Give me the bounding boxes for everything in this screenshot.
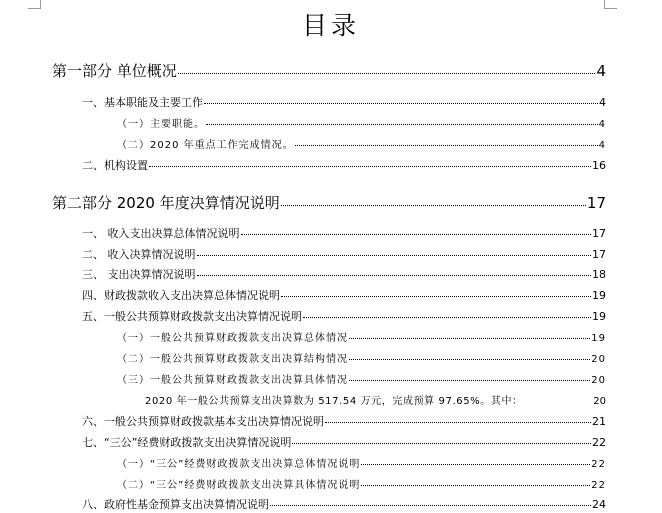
- toc-entry-text: 一、基本职能及主要工作: [82, 96, 203, 109]
- toc-entry-text: （二）一般公共预算财政拨款支出决算结构情况: [117, 354, 348, 365]
- toc-entry-text: （一）一般公共预算财政拨款支出决算总体情况: [117, 333, 348, 344]
- toc-entry-text: （二）2020 年重点工作完成情况。: [117, 140, 294, 151]
- toc-entry[interactable]: [82, 308, 606, 324]
- toc-title: 目录: [301, 11, 360, 40]
- toc-entry[interactable]: [117, 115, 606, 130]
- toc-leader: [281, 295, 591, 297]
- toc-leader: [149, 165, 591, 167]
- toc-page-number: 17: [586, 194, 606, 212]
- toc-page-number: 22: [592, 436, 606, 449]
- toc-leader: [325, 421, 591, 423]
- toc-leader: [361, 484, 590, 486]
- toc-entry-part1[interactable]: [52, 60, 606, 81]
- toc-leader: [204, 102, 598, 104]
- toc-page-number: 17: [592, 248, 606, 261]
- toc-page-number: 21: [592, 415, 606, 428]
- toc-entry[interactable]: [117, 329, 606, 344]
- toc-page-number: 20: [591, 375, 606, 386]
- toc-entry[interactable]: [145, 392, 606, 407]
- toc-entry-text: 七、“三公”经费财政拨款支出决算情况说明: [82, 436, 292, 449]
- toc-entry-text: 第一部分 单位概况: [52, 62, 177, 80]
- toc-leader: [178, 72, 596, 74]
- toc-entry-text: 二、 收入决算情况说明: [82, 248, 196, 261]
- toc-entry[interactable]: [117, 476, 606, 491]
- toc-entry[interactable]: [117, 136, 606, 151]
- toc-entry[interactable]: [82, 266, 606, 282]
- toc-entry-text: 一、 收入支出决算总体情况说明: [82, 227, 240, 240]
- toc-entry[interactable]: [117, 455, 606, 470]
- toc-leader: [197, 254, 592, 256]
- toc-entry-text: 2020 年一般公共预算支出决算数为 517.54 万元，完成预算 97.65%。其中：: [145, 396, 523, 407]
- toc-page-number: 22: [591, 480, 606, 491]
- toc-leader: [295, 144, 598, 146]
- toc-leader: [292, 442, 591, 444]
- toc-entry-part2[interactable]: [52, 192, 606, 213]
- toc-leader: [206, 123, 598, 125]
- toc-entry[interactable]: [82, 413, 606, 429]
- toc-page-number: 16: [592, 159, 606, 172]
- toc-entry-text: 五、一般公共预算财政拨款支出决算情况说明: [82, 310, 302, 323]
- toc-entry[interactable]: [82, 157, 606, 173]
- toc-entry-text: 六、一般公共预算财政拨款基本支出决算情况说明: [82, 415, 324, 428]
- toc-page-number: 4: [598, 140, 606, 151]
- toc-page-number: 4: [596, 62, 606, 80]
- toc-entry-text: （二）“三公”经费财政拨款支出决算具体情况说明: [117, 480, 361, 491]
- toc-entry[interactable]: [82, 434, 606, 450]
- toc-entry[interactable]: [82, 225, 606, 241]
- toc-leader: [349, 379, 590, 381]
- toc-entry[interactable]: [82, 246, 606, 262]
- toc-page-number: 20: [593, 396, 606, 407]
- toc-page-number: 19: [592, 310, 606, 323]
- toc-page-number: 17: [592, 227, 606, 240]
- toc-entry-text: 八、政府性基金预算支出决算情况说明: [82, 498, 269, 511]
- toc-entry[interactable]: [117, 371, 606, 386]
- toc-page-number: 19: [592, 289, 606, 302]
- toc-entry-text: （三）一般公共预算财政拨款支出决算具体情况: [117, 375, 348, 386]
- toc-leader: [303, 316, 591, 318]
- toc-page-number: 4: [599, 96, 606, 109]
- toc-entry-text: 四、财政拨款收入支出决算总体情况说明: [82, 289, 280, 302]
- toc-page-number: 19: [591, 333, 606, 344]
- toc-leader: [270, 504, 591, 506]
- toc-leader: [197, 274, 592, 276]
- toc-page-number: 4: [598, 119, 606, 130]
- toc-leader: [241, 233, 592, 235]
- toc-entry[interactable]: [82, 94, 606, 110]
- toc-page-number: 20: [591, 354, 606, 365]
- toc-entry-text: （一）“三公”经费财政拨款支出决算总体情况说明: [117, 459, 361, 470]
- toc-page-number: 18: [592, 268, 606, 281]
- toc-leader: [349, 337, 590, 339]
- toc-entry[interactable]: [82, 287, 606, 303]
- toc-entry-text: （一）主要职能。: [117, 119, 205, 130]
- toc-leader: [361, 463, 590, 465]
- toc-entry-text: 二、机构设置: [82, 159, 148, 172]
- toc-leader: [281, 204, 586, 206]
- toc-entry-text: 第二部分 2020 年度决算情况说明: [52, 194, 280, 212]
- toc-leader: [349, 358, 590, 360]
- toc-page-number: 24: [592, 498, 606, 511]
- toc-entry[interactable]: [117, 350, 606, 365]
- toc-page-number: 22: [591, 459, 606, 470]
- toc-entry[interactable]: [82, 496, 606, 512]
- toc-entry-text: 三、 支出决算情况说明: [82, 268, 196, 281]
